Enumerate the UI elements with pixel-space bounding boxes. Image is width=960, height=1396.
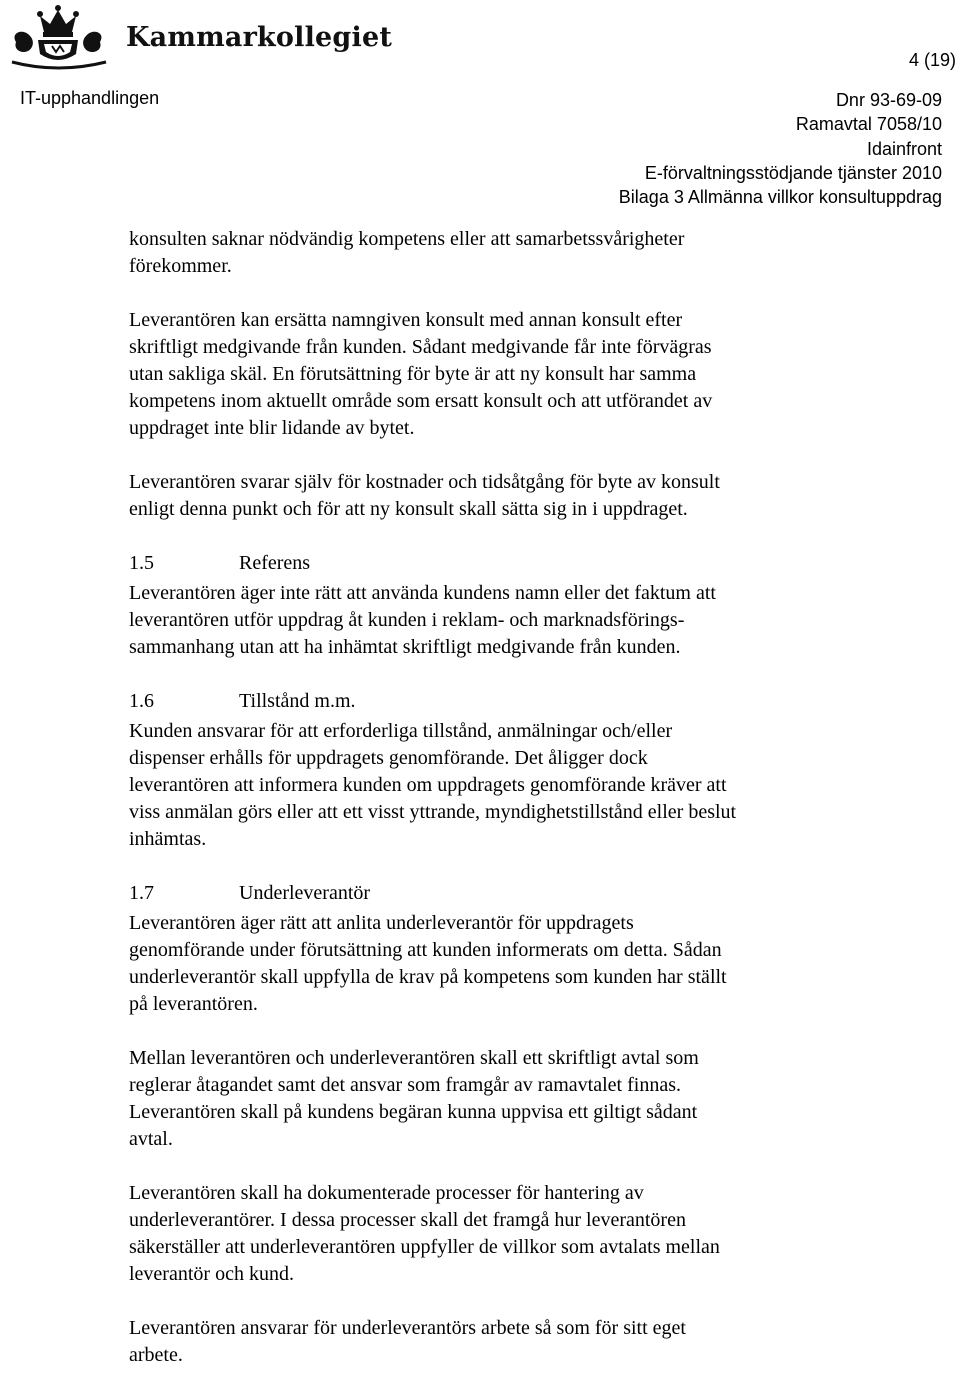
header-reference-block bbox=[619, 88, 942, 209]
header-area: E-förvaltningsstödjande tjänster 2010 bbox=[644, 162, 942, 183]
paragraph: Mellan leverantören och underleverantören skall ett skriftligt avtal som reglerar åtagandet samt det ansvar som framgår av ramavtalet finnas. Leverantören skall på kundens begäran kunna uppvisa ett giltigt sådant avtal. bbox=[129, 1047, 699, 1150]
crown-emblem-icon bbox=[6, 2, 126, 72]
section-title: Tillstånd m.m. bbox=[239, 690, 356, 712]
section-number: 1.6 bbox=[129, 690, 154, 712]
paragraph: Kunden ansvarar för att erforderliga tillstånd, anmälningar och/eller dispenser erhålls för uppdragets genomförande. Det åligger dock leverantören att informera kunden om uppdragets genomförande kräver att viss anmälan görs eller att ett visst yttrande, myndighetstillstånd eller beslut inhämtas. bbox=[129, 720, 737, 850]
header-ramavtal: Ramavtal 7058/10 bbox=[795, 114, 942, 135]
section-number: 1.7 bbox=[129, 882, 154, 904]
header-dnr: Dnr 93-69-09 bbox=[835, 90, 942, 110]
section-title: Underleverantör bbox=[239, 882, 371, 904]
document-body bbox=[129, 226, 889, 1396]
page-number: 4 (19) bbox=[908, 50, 956, 70]
paragraph: Leverantören kan ersätta namngiven konsult med annan konsult efter skriftligt medgivande från kunden. Sådant medgivande får inte förvägras utan sakliga skäl. En förutsättning för byte är att ny konsult har samma kompetens inom aktuellt område som ersatt konsult och att utförandet av uppdraget inte blir lidande av bytet. bbox=[129, 309, 713, 439]
section-heading-underleverantor bbox=[129, 880, 889, 907]
paragraph: Leverantören svarar själv för kostnader och tidsåtgång för byte av konsult enligt denna punkt och för att ny konsult skall sätta sig in i uppdraget. bbox=[129, 471, 720, 520]
paragraph: Leverantören äger rätt att anlita underleverantör för uppdragets genomförande under förutsättning att kunden informerats om detta. Sådan underleverantör skall uppfylla de krav på kompetens som kunden har ställt på leverantören. bbox=[129, 912, 727, 1015]
header-attachment: Bilaga 3 Allmänna villkor konsultuppdrag bbox=[618, 187, 942, 208]
paragraph: Leverantören ansvarar för underleverantörs arbete så som för sitt eget arbete. bbox=[129, 1317, 686, 1366]
section-heading-referens bbox=[129, 550, 889, 577]
section-heading-tillstand bbox=[129, 688, 889, 715]
section-title: Referens bbox=[239, 552, 311, 574]
kammarkollegiet-logo bbox=[6, 2, 393, 72]
paragraph: konsulten saknar nödvändig kompetens eller att samarbetssvårigheter förekommer. bbox=[129, 228, 685, 277]
section-number: 1.5 bbox=[129, 552, 154, 574]
header-supplier: Idainfront bbox=[866, 138, 942, 159]
paragraph: Leverantören äger inte rätt att använda kundens namn eller det faktum att leverantören utför uppdrag åt kunden i reklam- och marknadsförings- sammanhang utan att ha inhämtat skriftligt medgivande från kunden. bbox=[129, 582, 716, 658]
logo-wordmark: Kammarkollegiet bbox=[126, 22, 393, 53]
paragraph: Leverantören skall ha dokumenterade processer för hantering av underleverantörer. I dessa processer skall det framgå hur leverantören säkerställer att underleverantören uppfyller de villkor som avtalats mellan leverantör och kund. bbox=[129, 1182, 720, 1285]
header-department: IT-upphandlingen bbox=[20, 88, 160, 108]
